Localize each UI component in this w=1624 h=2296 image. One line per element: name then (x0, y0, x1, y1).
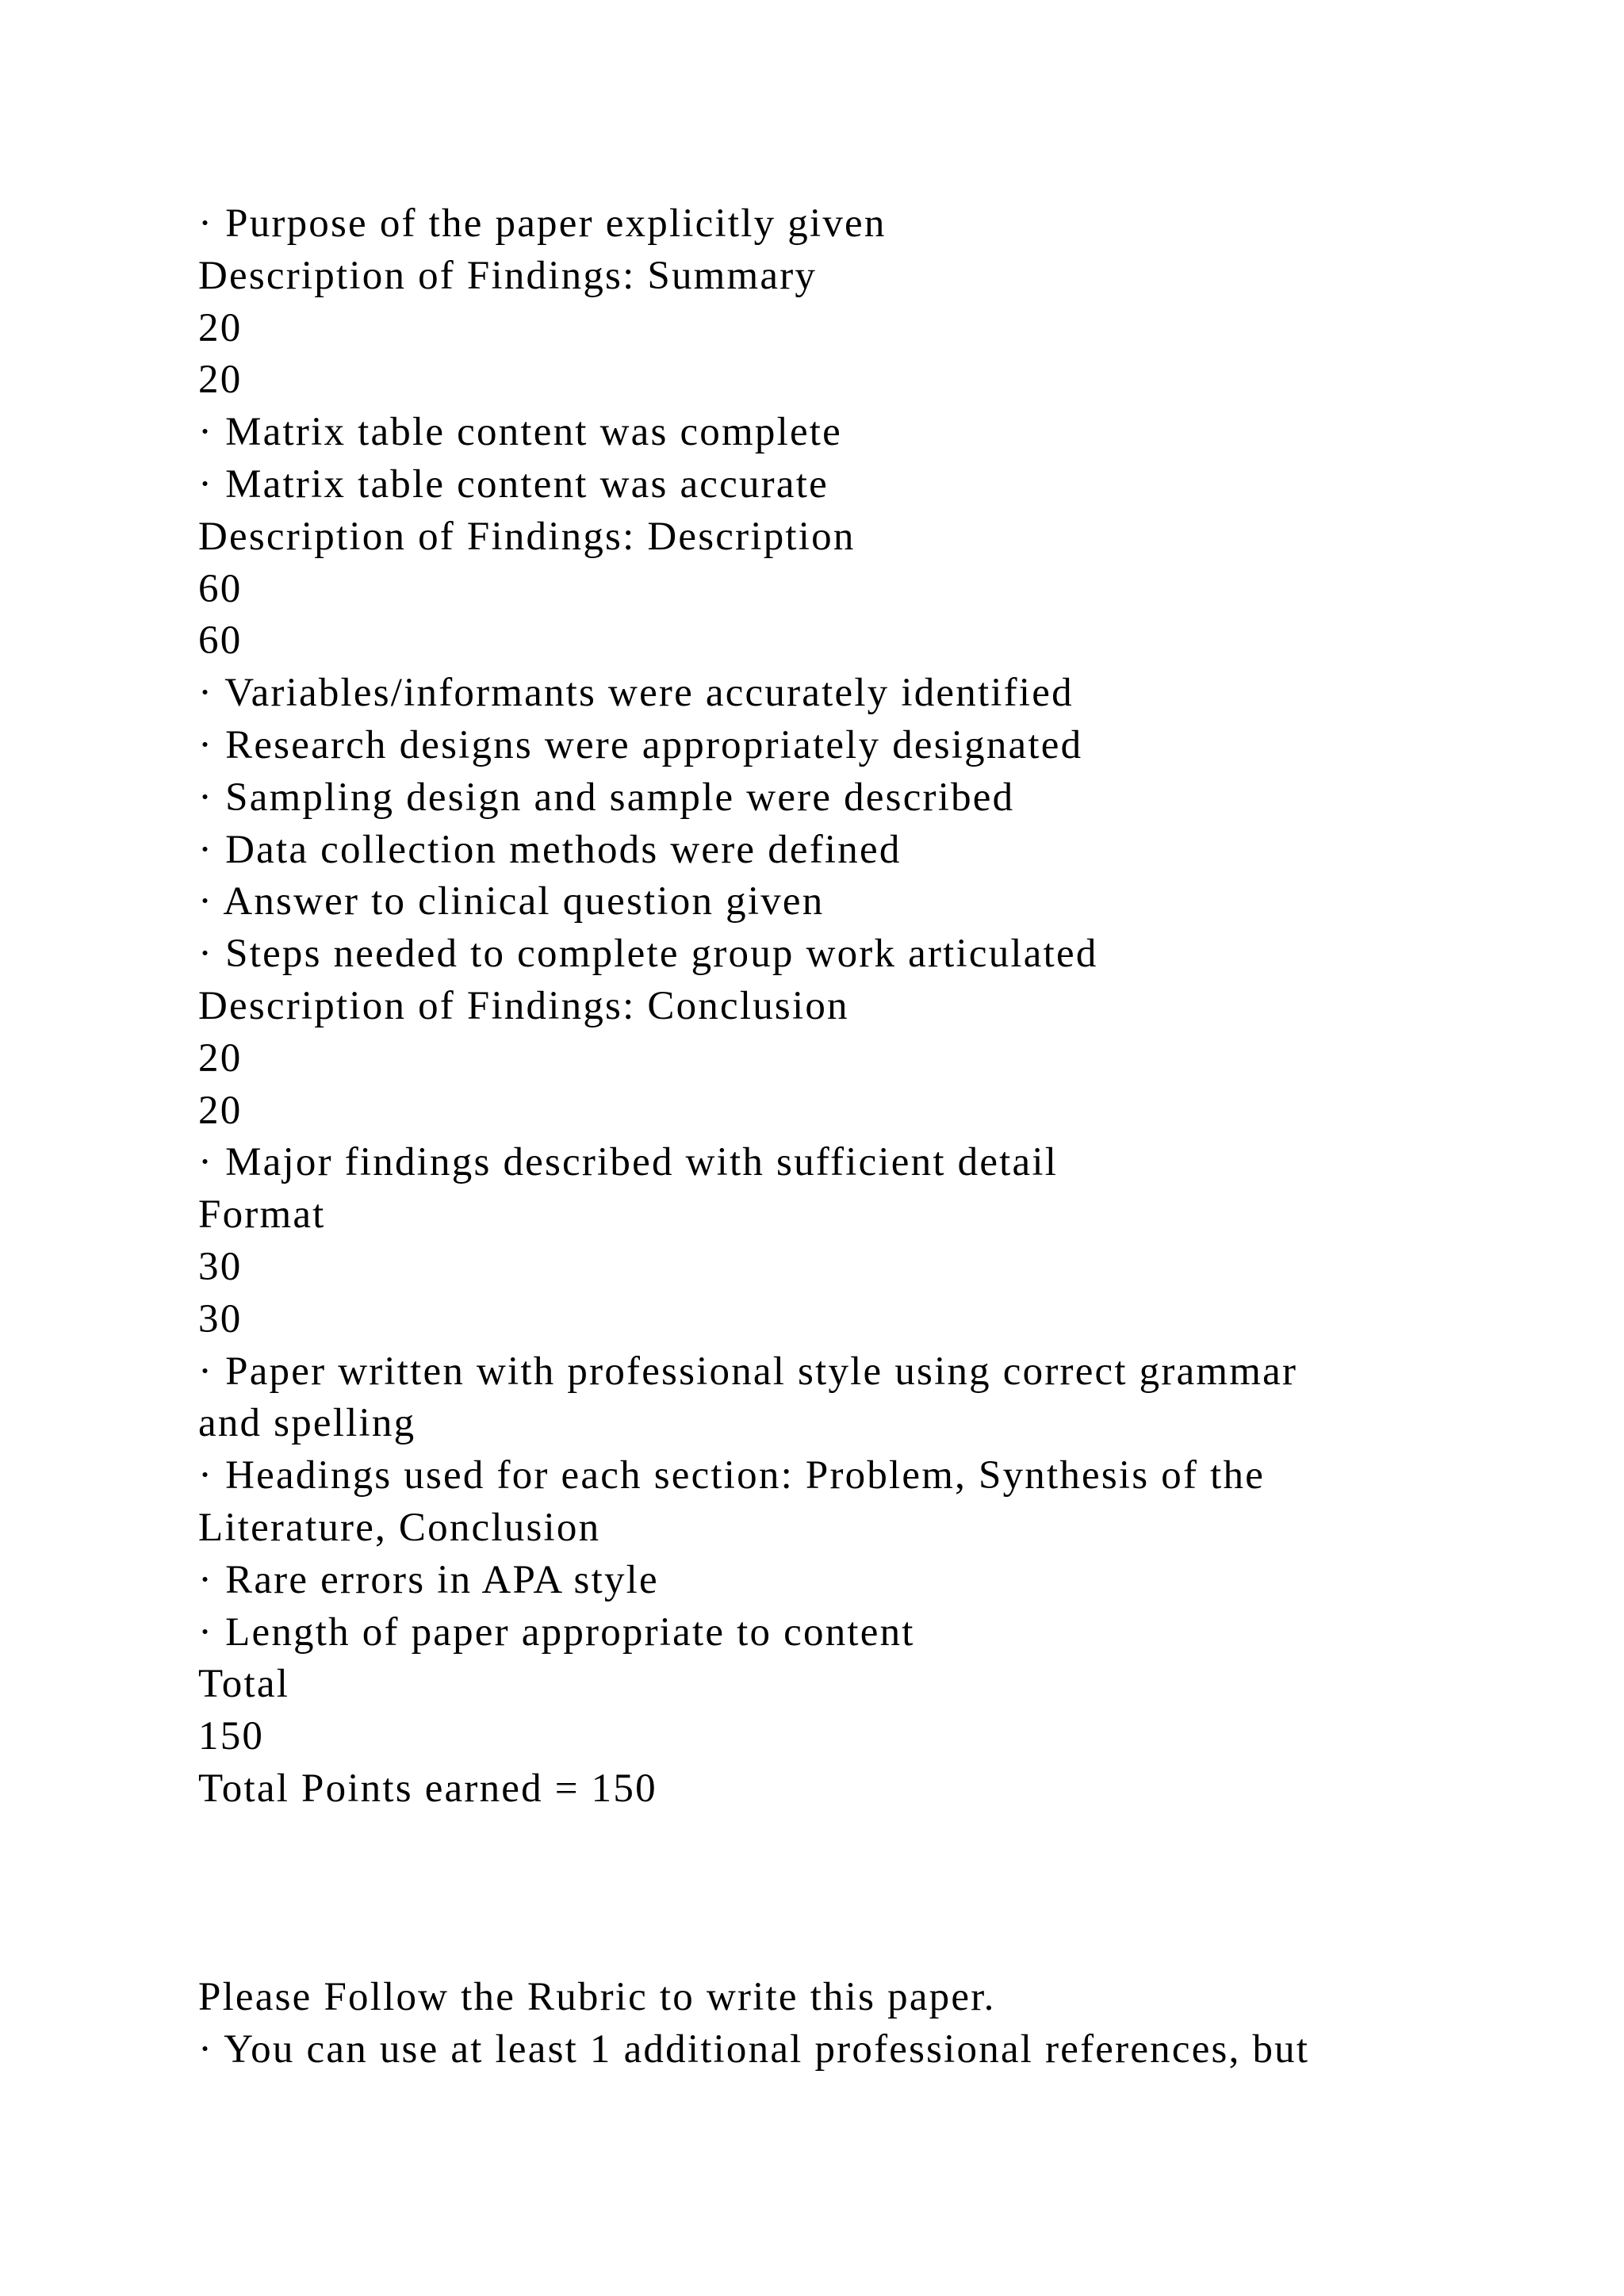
summary-points-possible: 20 (198, 305, 243, 350)
format-points-possible: 30 (198, 1244, 243, 1289)
summary-points-earned: 20 (198, 358, 243, 403)
rubric-bullet: · Sampling design and sample were described (198, 775, 1015, 820)
rubric-bullet: · Matrix table content was accurate (198, 461, 829, 507)
rubric-bullet-line: Literature, Conclusion (198, 1505, 601, 1550)
description-heading: Description of Findings: Description (198, 514, 856, 559)
summary-heading: Description of Findings: Summary (198, 253, 818, 298)
instruction-line: · You can use at least 1 additional professional references, but (198, 2026, 1310, 2072)
conclusion-points-earned: 20 (198, 1088, 243, 1133)
total-label: Total (198, 1662, 290, 1707)
rubric-bullet: · Major findings described with sufficient detail (198, 1140, 1059, 1185)
rubric-bullet: · Answer to clinical question given (198, 879, 825, 924)
total-value: 150 (198, 1714, 265, 1759)
conclusion-points-possible: 20 (198, 1035, 243, 1081)
rubric-bullet-line: and spelling (198, 1401, 416, 1446)
total-points-earned: Total Points earned = 150 (198, 1766, 657, 1811)
description-points-earned: 60 (198, 618, 243, 664)
rubric-bullet-line: · Headings used for each section: Problem, Synthesis of the (198, 1453, 1266, 1498)
rubric-bullet-line: · Paper written with professional style using correct grammar (198, 1349, 1298, 1394)
rubric-bullet-line: · Rare errors in APA style (198, 1557, 659, 1602)
rubric-bullet: · Data collection methods were defined (198, 827, 902, 872)
instruction-line: Please Follow the Rubric to write this paper. (198, 1975, 996, 2020)
format-points-earned: 30 (198, 1296, 243, 1341)
rubric-bullet: · Matrix table content was complete (198, 410, 842, 455)
description-points-possible: 60 (198, 566, 243, 611)
document-text (198, 198, 1435, 2076)
rubric-bullet: · Variables/informants were accurately identified (198, 671, 1074, 716)
conclusion-heading: Description of Findings: Conclusion (198, 983, 849, 1028)
format-heading: Format (198, 1192, 326, 1238)
paragraph-spacer (198, 1816, 1435, 1972)
rubric-bullet: · Steps needed to complete group work articulated (198, 932, 1098, 977)
rubric-bullet: · Purpose of the paper explicitly given (198, 201, 887, 246)
rubric-bullet-line: · Length of paper appropriate to content (198, 1609, 915, 1655)
rubric-bullet: · Research designs were appropriately designated (198, 722, 1083, 767)
